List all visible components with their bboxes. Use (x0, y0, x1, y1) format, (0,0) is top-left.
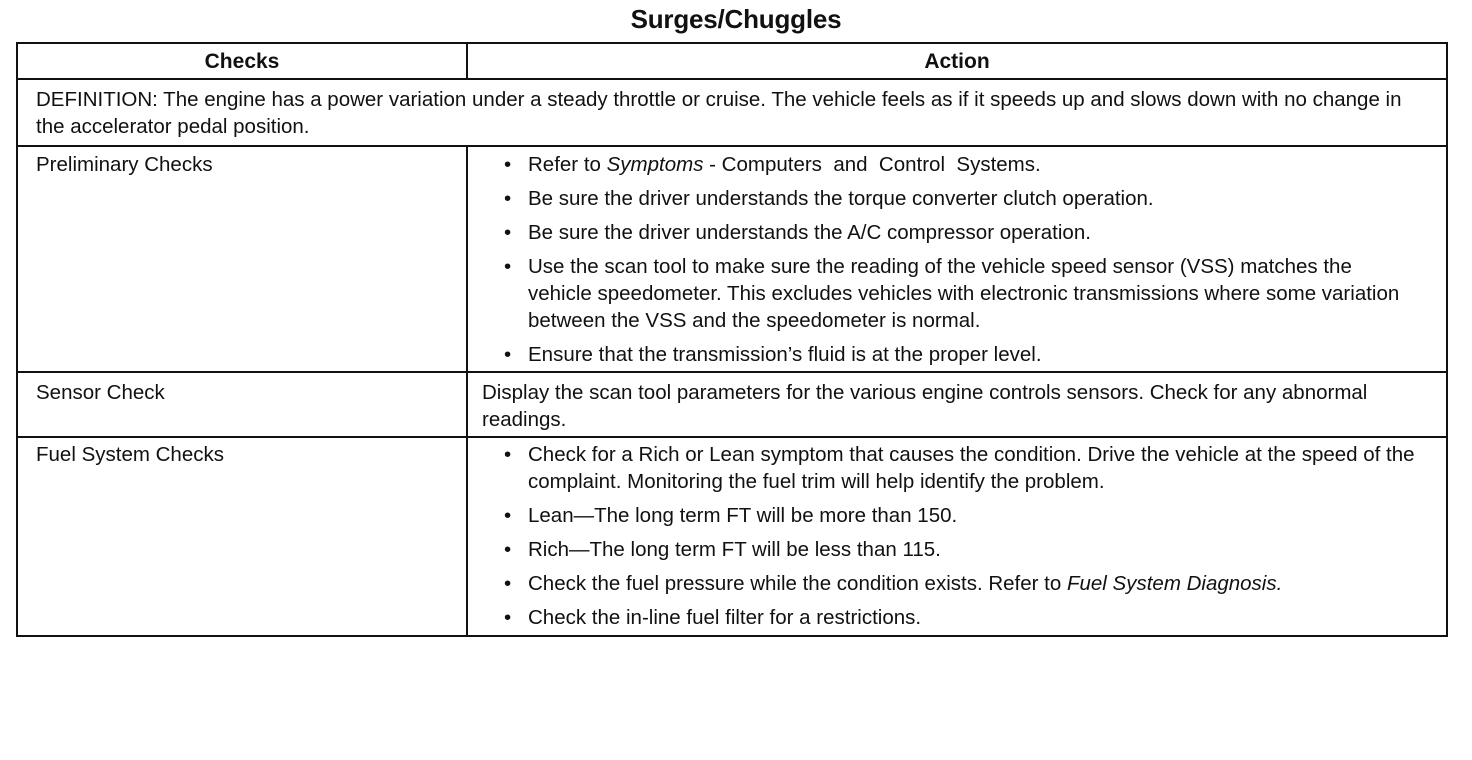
item-text: - Computers and Control Systems. (703, 153, 1041, 176)
check-label-fuel: Fuel System Checks (17, 437, 467, 636)
item-text-italic: Symptoms (606, 153, 704, 176)
diagnostic-table (16, 42, 1448, 637)
list-item (482, 604, 1416, 631)
item-text-italic: Fuel System Diagnosis. (1066, 572, 1283, 595)
bullet-icon: • (504, 187, 512, 210)
list-item (482, 341, 1416, 368)
action-cell-preliminary (467, 146, 1447, 372)
list-item (482, 151, 1416, 178)
list-item (482, 253, 1416, 334)
item-text: Rich—The long term FT will be less than 115. (528, 538, 941, 561)
item-text: Check the in-line fuel filter for a restrictions. (528, 606, 922, 629)
bullet-icon: • (504, 221, 512, 244)
action-text-sensor: Display the scan tool parameters for the various engine controls sensors. Check for any abnormal readings. (467, 372, 1447, 437)
table-row-fuel (17, 437, 1447, 636)
item-text: Lean—The long term FT will be more than 150. (528, 504, 958, 527)
action-list-fuel (482, 441, 1416, 631)
column-header-checks: Checks (17, 43, 467, 79)
bullet-icon: • (504, 538, 512, 561)
item-text: Be sure the driver understands the A/C compressor operation. (528, 221, 1091, 244)
item-text: Check for a Rich or Lean symptom that causes the condition. Drive the vehicle at the speed of the complaint. Monitoring the fuel trim will help identify the problem. (528, 443, 1415, 493)
list-item (482, 570, 1416, 597)
item-text: Be sure the driver understands the torque converter clutch operation. (528, 187, 1154, 210)
item-text: Refer to (528, 153, 607, 176)
bullet-icon: • (504, 153, 512, 176)
action-cell-fuel (467, 437, 1447, 636)
list-item (482, 536, 1416, 563)
column-header-action: Action (467, 43, 1447, 79)
check-label-sensor: Sensor Check (17, 372, 467, 437)
check-label-preliminary: Preliminary Checks (17, 146, 467, 372)
action-list-preliminary (482, 151, 1416, 368)
bullet-icon: • (504, 504, 512, 527)
list-item (482, 219, 1416, 246)
page-title: Surges/Chuggles (630, 4, 842, 34)
bullet-icon: • (504, 572, 512, 595)
list-item (482, 185, 1416, 212)
definition-row (17, 79, 1447, 146)
list-item (482, 502, 1416, 529)
definition-text: DEFINITION: The engine has a power variation under a steady throttle or cruise. The vehicle feels as if it speeds up and slows down with no change in the accelerator pedal position. (17, 79, 1447, 146)
table-row-sensor (17, 372, 1447, 437)
list-item (482, 441, 1416, 495)
bullet-icon: • (504, 606, 512, 629)
header-row (17, 43, 1447, 79)
bullet-icon: • (504, 443, 512, 466)
item-text: Use the scan tool to make sure the reading of the vehicle speed sensor (VSS) matches the vehicle speedometer. This excludes vehicles with electronic transmissions where some variation between the VSS and the speedometer is normal. (528, 255, 1400, 332)
bullet-icon: • (504, 343, 512, 366)
table-row-preliminary (17, 146, 1447, 372)
bullet-icon: • (504, 255, 512, 278)
item-text: Ensure that the transmission’s fluid is at the proper level. (528, 343, 1042, 366)
item-text: Check the fuel pressure while the condition exists. Refer to (528, 572, 1067, 595)
